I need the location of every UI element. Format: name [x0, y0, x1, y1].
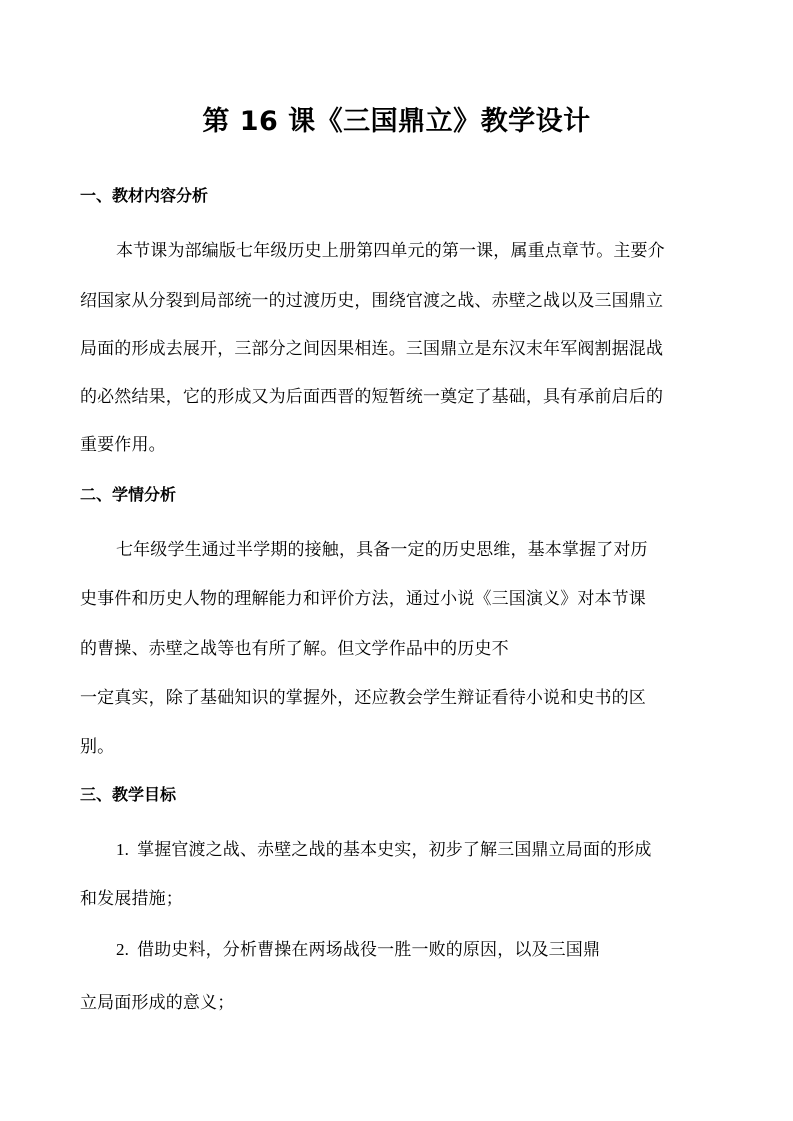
- section-heading-teaching-goals: 三、教学目标: [80, 785, 177, 804]
- list-item: [116, 935, 600, 960]
- paragraph-line: 别。: [80, 737, 115, 757]
- paragraph-line: 的曹操、赤壁之战等也有所了解。但文学作品中的历史不: [80, 639, 509, 659]
- paragraph-line: 重要作用。: [80, 435, 166, 455]
- paragraph-line: 本节课为部编版七年级历史上册第四单元的第一课，属重点章节。主要介: [116, 241, 665, 261]
- list-item: [116, 835, 652, 860]
- list-item-continuation: 和发展措施；: [80, 889, 183, 909]
- list-item-text: 借助史料，分析曹操在两场战役一胜一败的原因，以及三国鼎: [137, 940, 601, 960]
- list-item-number: 1.: [116, 840, 130, 859]
- list-item-continuation: 立局面形成的意义；: [80, 993, 235, 1013]
- section-heading-student-analysis: 二、学情分析: [80, 485, 177, 504]
- paragraph-line: 的必然结果，它的形成又为后面西晋的短暂统一奠定了基础，具有承前启后的: [80, 387, 664, 407]
- paragraph-line: 史事件和历史人物的理解能力和评价方法，通过小说《三国演义》对本节课: [80, 589, 646, 609]
- paragraph-line: 七年级学生通过半学期的接触，具备一定的历史思维，基本掌握了对历: [116, 540, 648, 560]
- paragraph-line: 一定真实，除了基础知识的掌握外，还应教会学生辩证看待小说和史书的区: [80, 688, 646, 708]
- paragraph-line: 绍国家从分裂到局部统一的过渡历史，围绕官渡之战、赤壁之战以及三国鼎立: [80, 291, 664, 311]
- paragraph-line: 局面的形成去展开，三部分之间因果相连。三国鼎立是东汉末年军阀割据混战: [80, 339, 664, 359]
- list-item-text: 掌握官渡之战、赤壁之战的基本史实，初步了解三国鼎立局面的形成: [137, 840, 652, 860]
- page-title: 第 16 课《三国鼎立》教学设计: [202, 106, 591, 137]
- list-item-number: 2.: [116, 940, 130, 959]
- section-heading-textbook-analysis: 一、教材内容分析: [80, 186, 209, 205]
